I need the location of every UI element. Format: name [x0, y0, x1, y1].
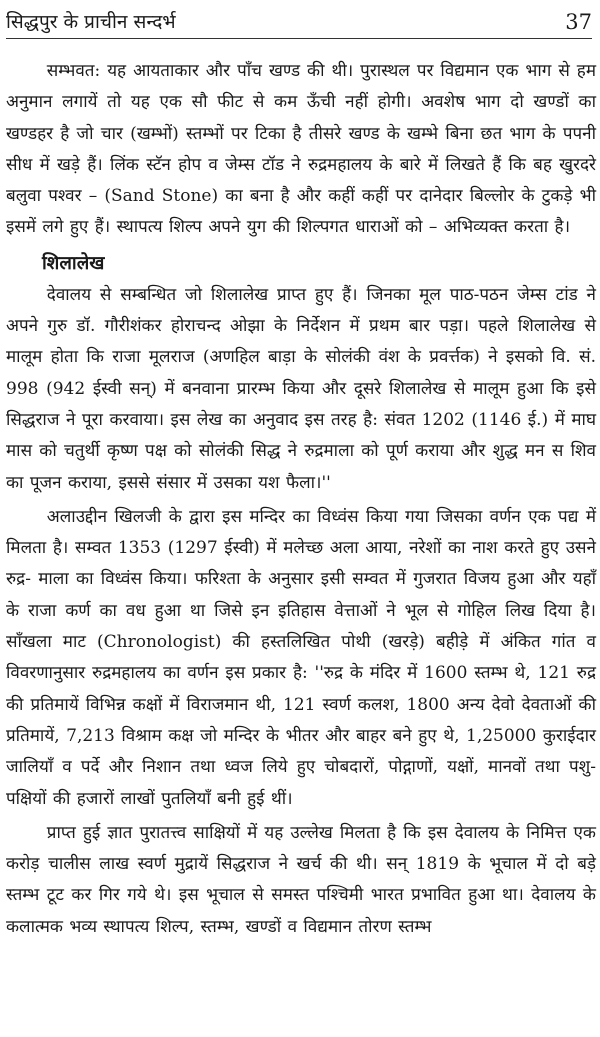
paragraph-destruction: अलाउद्दीन खिलजी के द्वारा इस मन्दिर का विध्वंस किया गया जिसका वर्णन एक पद्य में मिलता है। सम्वत 1353 (1297 ईस्वी) में मलेच्छ अला आया, नरेशों का नाश करते हुए उसने रुद्र- माला का विध्वंस किया। फरिश्ता के अनुसार इसी सम्वत में गुजरात विजय हुआ और यहाँ के राजा कर्ण का वध हुआ था जिसे इन इतिहास वेत्ताओं ने भूल से गोहिल लिख दिया है। साँखला माट (Chronologist) की हस्तलिखित पोथी (खरड़े) बहीड़े में अंकित गांत व विवरणानुसार रुद्रमहालय का वर्णन इस प्रकार है: ''रुद्र के मंदिर में 1600 स्तम्भ थे, 121 रुद्र की प्रतिमायें विभिन्न कक्षों में विराजमान थी, 121 स्वर्ण कलश, 1800 अन्य देवो देवताओं की प्रतिमायें, 7,213 विश्राम कक्ष जो मन्दिर के भीतर और बाहर बने हुए थे, 1,25000 कुराईदार जालियाँ व पर्दे और निशान तथा ध्वज लिये हुए चोबदारों, पोद्गाणों, यक्षों, मानवों तथा पशु-पक्षियों की हजारों लाखों पुतलियाँ बनी हुई थीं। — [6, 506, 596, 809]
paragraph-evidence: प्राप्त हुई ज्ञात पुरातत्त्व साक्षियों में यह उल्लेख मिलता है कि इस देवालय के निमित्त एक करोड़ चालीस लाख स्वर्ण मुद्रायें सिद्धराज ने खर्च की थी। सन् 1819 के भूचाल में दो बड़े स्तम्भ टूट कर गिर गये थे। इस भूचाल से समस्त पश्चिमी भारत प्रभावित हुआ था। देवालय के कलात्मक भव्य स्थापत्य शिल्प, स्तम्भ, खण्डों व विद्यमान तोरण स्तम्भ — [6, 822, 596, 937]
paragraph-structure-description: सम्भवत: यह आयताकार और पाँच खण्ड की थी। पुरास्थल पर विद्यमान एक भाग से हम अनुमान लगायें तो यह एक सौ फीट से कम ऊँची नहीं होगी। अवशेष भाग दो खण्डों का खण्डहर है जो चार (खम्भों) स्तम्भों पर टिका है तीसरे खण्ड के खम्भे बिना छत भाग के पपनी सीध में खड़े हैं। लिंक स्टॅन होप व जेम्स टॉड ने रुद्रमहालय के बारे में लिखते हैं कि बह खुरदरे बलुवा पश्वर – (Sand Stone) का बना है और कहीं कहीं पर दानेदार बिल्लोर के टुकड़े भी इसमें लगे हुए हैं। स्थापत्य शिल्प अपने युग की शिल्पगत धाराओं को – अभिव्यक्त करता है। — [6, 61, 596, 238]
header-rule — [6, 38, 592, 39]
running-title: सिद्धपुर के प्राचीन सन्दर्भ — [6, 11, 176, 33]
page-number: 37 — [565, 10, 592, 34]
running-header — [6, 4, 592, 38]
section-heading-inscriptions: शिलालेख — [42, 252, 105, 274]
paragraph-inscriptions: देवालय से सम्बन्धित जो शिलालेख प्राप्त हुए हैं। जिनका मूल पाठ-पठन जेम्स टांड ने अपने गुरु डॉ. गौरीशंकर होराचन्द ओझा के निर्देशन में प्रथम बार पड़ा। पहले शिलालेख से मालूम होता कि राजा मूलराज (अणहिल बाड़ा के सोलंकी वंश के प्रवर्त्तक) ने इसको वि. सं. 998 (942 ईस्वी सन्) में बनवाना प्रारम्भ किया और दूसरे शिलालेख से मालूम हुआ कि इसे सिद्धराज ने पूरा करवाया। इस लेख का अनुवाद इस तरह है: संवत 1202 (1146 ई.) में माघ मास को चतुर्थी कृष्ण पक्ष को सोलंकी सिद्ध ने रुद्रमाला को पूर्ण कराया और शुद्ध मन स शिव का पूजन कराया, इससे संसार में उसका यश फैला।'' — [6, 284, 596, 493]
page-body — [6, 56, 596, 943]
